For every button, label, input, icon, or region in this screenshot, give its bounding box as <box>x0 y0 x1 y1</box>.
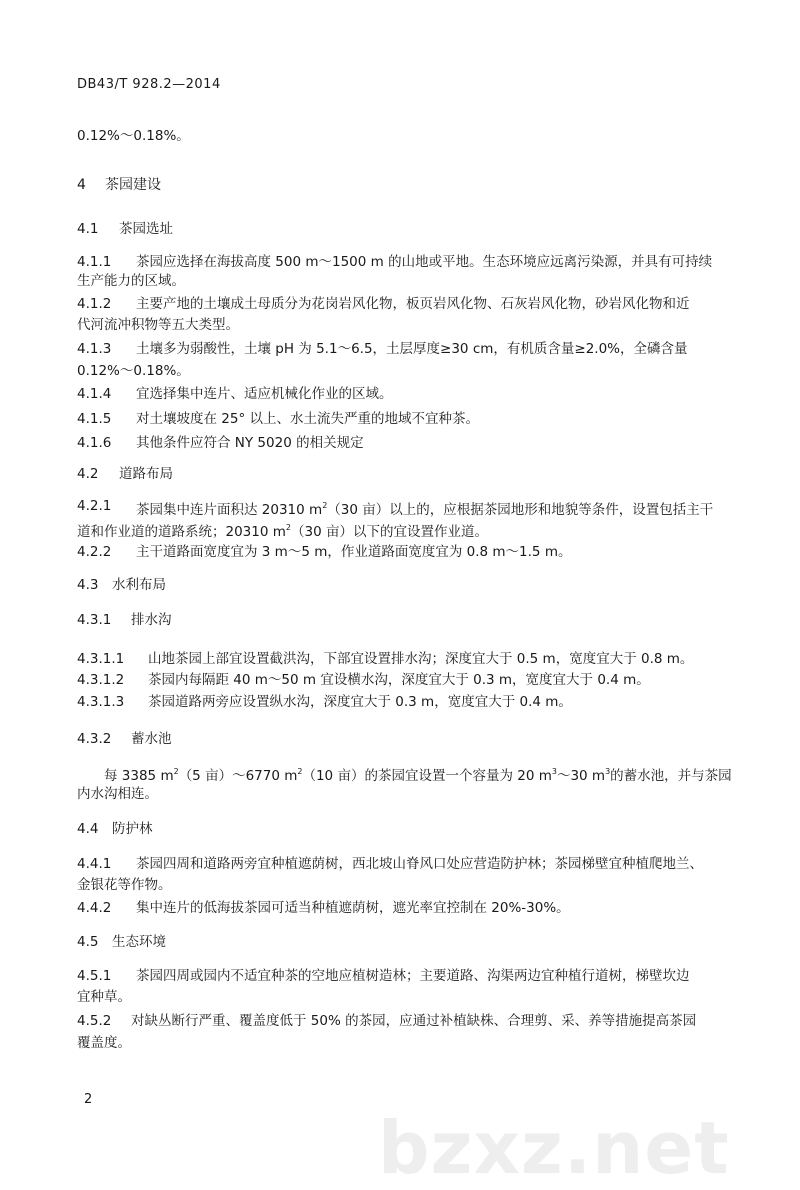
page-number: 2 <box>84 1092 93 1107</box>
standard-code-header: DB43/T 928.2—2014 <box>77 77 221 92</box>
document-page: DB43/T 928.2—2014 0.12%～0.18%。 4 茶园建设 4.1 茶园选址 4.1.1 茶园应选择在海拔高度 500 m～1500 m 的山地或平地。生态环境应远离污染源，并具有可持续 生产能力的区域。 4.1.2 主要产地的土壤成土母质分为花岗岩风化物，板页岩风化物、石灰岩风化物，砂岩风化物和近 代河流冲积物等五大类型。 4.1.3 土壤多为弱酸性，土壤 pH 为 5.1～6.5，土层厚度≥30 cm，有机质含量≥2.0%，全磷含量 0.12%～0.18%。 4.1.4 宜选择集中连片、适应机械化作业的区域。 4.1.5 对土壤坡度在 25° 以上、水土流失严重的地域不宜种茶。 4.1.6 其他条件应符合 NY 5020 的相关规定 4.2 道路布局 4.2.1 茶园集中连片面积达 20310 $m^2(30$ 亩）以上的，应根据茶园地形和地貌等条件，设置包括主干 道和作业道的道路系统；20310 $m^2(30$ 亩）以下的宜设置作业道。 4.2.2 主干道路面宽度宜为 3 m～5 m，作业道路面宽度宜为 0.8 m～1.5 m。 4.3 水利布局 4.3.1 排水沟 4.3.1.1 山地茶园上部宜设置截洪沟，下部宜设置排水沟；深度宜大于 0.5 m，宽度宜大于 0.8 m。 4.3.1.2 茶园内每隔距 40 m～50 m 宜设横水沟，深度宜大于 0.3 m，宽度宜大于 0.4 m。 4.3.1.3 茶园道路两旁应设置纵水沟，深度宜大于 0.3 m，宽度宜大于 0.4 m。 4.3.2 蓄水池 每 3385 $m^2(5$ 亩）～6770 $m^2(10$ 亩）的茶园宜设置一个容量为 20 $m^3\sim 30$ $m^3$的蓄水池，并与茶园 内水沟相连。 4.4 防护林 4.4.1 茶园四周和道路两旁宜种植遮荫树，西北坡山脊风口处应营造防护林；茶园梯壁宜种植爬地兰、 金银花等作物。 4.4.2 集中连片的低海拔茶园可适当种植遮荫树，遮光率宜控制在 20%-30%。 4.5 生态环境 4.5.1 茶园四周或园内不适宜种茶的空地应植树造林；主要道路、沟渠两边宜种植行道树，梯壁坎边 宜种草。 4.5.2 对缺丛断行严重、覆盖度低于 50% 的茶园，应通过补植缺株、合理剪、采、养等措施提高茶园 覆盖度。 2 bzxz.net <box>0 0 800 1176</box>
watermark: bzxz.net <box>378 1106 730 1190</box>
